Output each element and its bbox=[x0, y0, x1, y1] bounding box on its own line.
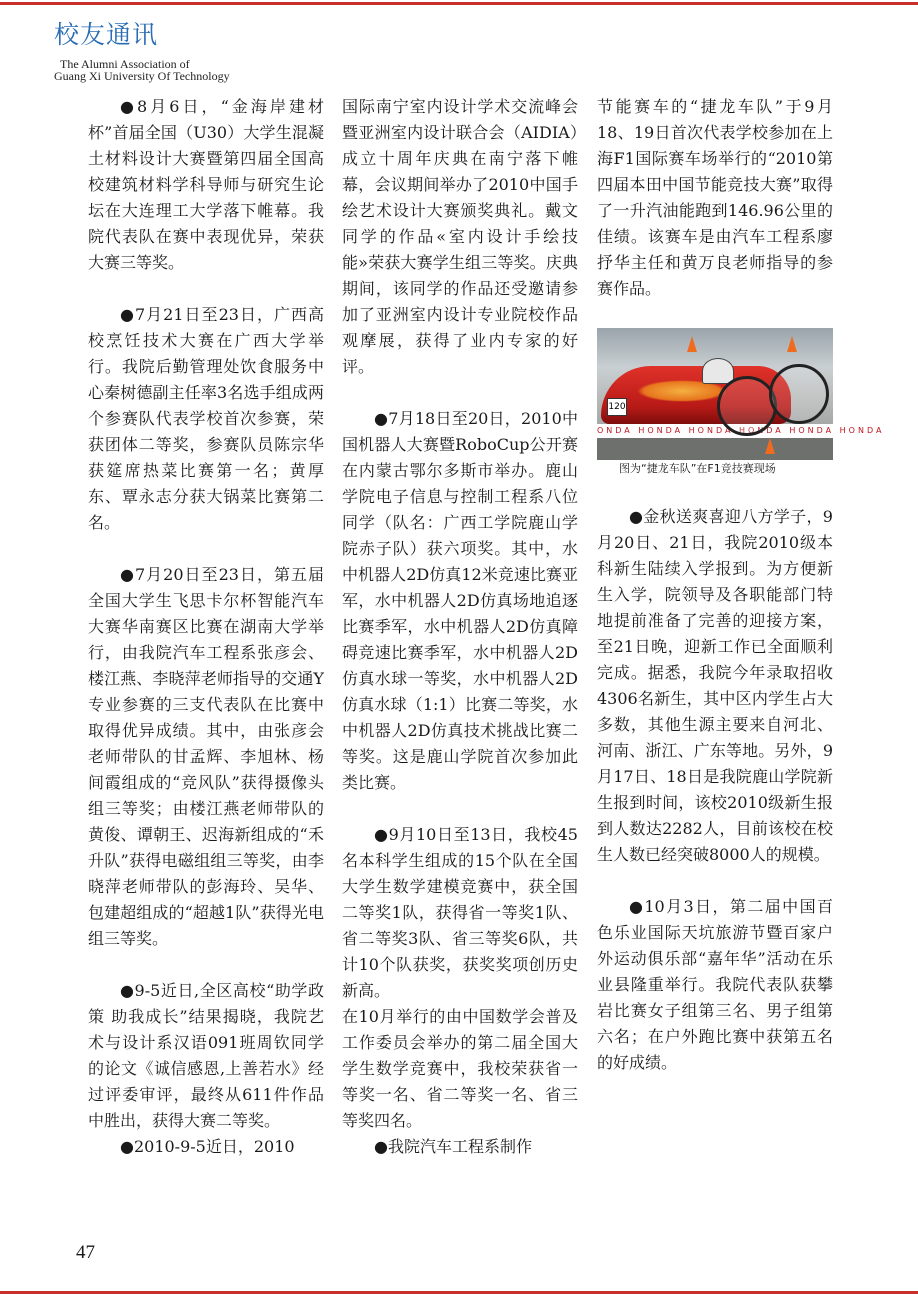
article-paragraph: ●10月3日，第二届中国百色乐业国际天坑旅游节暨百家户外运动俱乐部“嘉年华”活动在乐业县隆重举行。我院代表队获攀岩比赛女子组第三名、男子组第六名；在户外跑比赛中获第五名的好成绩。 bbox=[597, 897, 833, 1072]
top-rule bbox=[0, 2, 918, 5]
article-paragraph: 国际南宁室内设计学术交流峰会暨亚洲室内设计联合会（AIDIA）成立十周年庆典在南宁落下帷幕，会议期间举办了2010中国手绘艺术设计大赛颁奖典礼。戴文同学的作品«室内设计手绘技能»荣获大赛学生组三等奖。庆典期间，该同学的作品还受邀请参加了亚洲室内设计专业院校作品观摩展，获得了业内专家的好评。 bbox=[342, 97, 578, 376]
article-paragraph: ●8月6日，“金海岸建材杯”首届全国（U30）大学生混凝土材料设计大赛暨第四届全国高校建筑材料学科导师与研究生论坛在大连理工大学落下帷幕。我院代表队在赛中表现优异，荣获大赛三等奖。 bbox=[88, 97, 324, 272]
traffic-cone-icon bbox=[687, 336, 697, 352]
driver-helmet-icon bbox=[702, 358, 734, 384]
wheel-icon bbox=[769, 364, 829, 424]
article-paragraph: ●7月21日至23日，广西高校烹饪技术大赛在广西大学举行。我院后勤管理处饮食服务中心秦树德副主任率3名选手组成两个参赛队代表学校首次参赛，荣获团体二等奖，参赛队员陈宗华获筵席热菜比赛第一名；黄厚东、覃永志分获大锅菜比赛第二名。 bbox=[88, 305, 324, 532]
sponsor-banner: ONDA HONDA HONDA HONDA HONDA HONDA bbox=[597, 424, 833, 438]
masthead bbox=[54, 18, 230, 82]
article-paragraph: ●9-5近日,全区高校“助学政策 助我成长”结果揭晓，我院艺术与设计系汉语091班周钦同学的论文《诚信感恩,上善若水》经过评委审评，最终从611件作品中胜出，获得大赛二等奖。 bbox=[88, 981, 324, 1130]
wheel-icon bbox=[717, 376, 777, 436]
article-paragraph: 节能赛车的“捷龙车队”于9月18、19日首次代表学校参加在上海F1国际赛车场举行的“2010第四届本田中国节能竞技大赛”取得了一升汽油能跑到146.96公里的佳绩。该赛车是由汽车工程系廖抒华主任和黄万良老师指导的参赛作品。 bbox=[597, 97, 833, 298]
article-paragraph: ●我院汽车工程系制作 bbox=[374, 1137, 532, 1156]
photo-caption: 图为“捷龙车队”在F1竞技赛现场 bbox=[619, 462, 776, 475]
column-left bbox=[88, 94, 324, 1160]
article-paragraph: ●7月18日至20日，2010中国机器人大赛暨RoboCup公开赛在内蒙古鄂尔多斯市举办。鹿山学院电子信息与控制工程系八位同学（队名：广西工学院鹿山学院赤子队）获六项奖。其中，水中机器人2D仿真12米竞速比赛亚军，水中机器人2D仿真场地追逐比赛季军，水中机器人2D仿真障碍竞速比赛季军，水中机器人2D仿真水球一等奖，水中机器人2D仿真水球（1:1）比赛二等奖，水中机器人2D仿真技术挑战比赛二等奖。这是鹿山学院首次参加此类比赛。 bbox=[342, 409, 578, 792]
article-paragraph: 在10月举行的由中国数学会普及工作委员会举办的第二届全国大学生数学竞赛中，我校荣获省一等奖一名、省二等奖一名、省三等奖四名。 bbox=[342, 1007, 578, 1130]
masthead-subtitle-line1: The Alumni Association of bbox=[60, 57, 190, 71]
article-paragraph: ●9月10日至13日，我校45名本科学生组成的15个队在全国大学生数学建模竞赛中，获全国二等奖1队，获得省一等奖1队、省二等奖3队、省三等奖6队，共计10个队获奖，获奖奖项创历史新高。 bbox=[342, 825, 578, 1000]
masthead-subtitle-line2: Guang Xi University Of Technology bbox=[54, 69, 230, 83]
bottom-rule bbox=[0, 1291, 918, 1294]
page-number: 47 bbox=[76, 1242, 95, 1263]
article-paragraph: ●金秋送爽喜迎八方学子，9月20日、21日，我院2010级本科新生陆续入学报到。为方便新生入学，院领导及各职能部门特地提前准备了完善的迎接方案，至21日晚，迎新工作已全面顺利完成。据悉，我院今年录取招收4306名新生，其中区内学生占大多数，其他生源主要来自河北、河南、浙江、广东等地。另外，9月17日、18日是我院鹿山学院新生报到时间，该校2010级新生报到人数达2282人，目前该校在校生人数已经突破8000人的规模。 bbox=[597, 507, 833, 864]
race-car-photo bbox=[597, 328, 885, 460]
traffic-cone-icon bbox=[765, 438, 775, 454]
masthead-title: 校友通讯 bbox=[54, 20, 159, 49]
car-number: 120 bbox=[607, 398, 627, 416]
traffic-cone-icon bbox=[787, 336, 797, 352]
article-paragraph: ●7月20日至23日，第五届全国大学生飞思卡尔杯智能汽车大赛华南赛区比赛在湖南大学举行，由我院汽车工程系张彦会、楼江燕、李晓萍老师指导的交通Y专业参赛的三支代表队在比赛中取得优异成绩。其中，由张彦会老师带队的甘孟辉、李旭林、杨间霞组成的“竞风队”获得摄像头组三等奖；由楼江燕老师带队的黄俊、谭朝王、迟海新组成的“禾升队”获得电磁组组三等奖，由李晓萍老师带队的彭海玲、吴华、包建超组成的“超越1队”获得光电组三等奖。 bbox=[88, 565, 324, 948]
column-right bbox=[597, 94, 885, 1076]
column-middle bbox=[342, 94, 578, 1160]
article-paragraph: ●2010-9-5近日，2010 bbox=[120, 1137, 295, 1156]
